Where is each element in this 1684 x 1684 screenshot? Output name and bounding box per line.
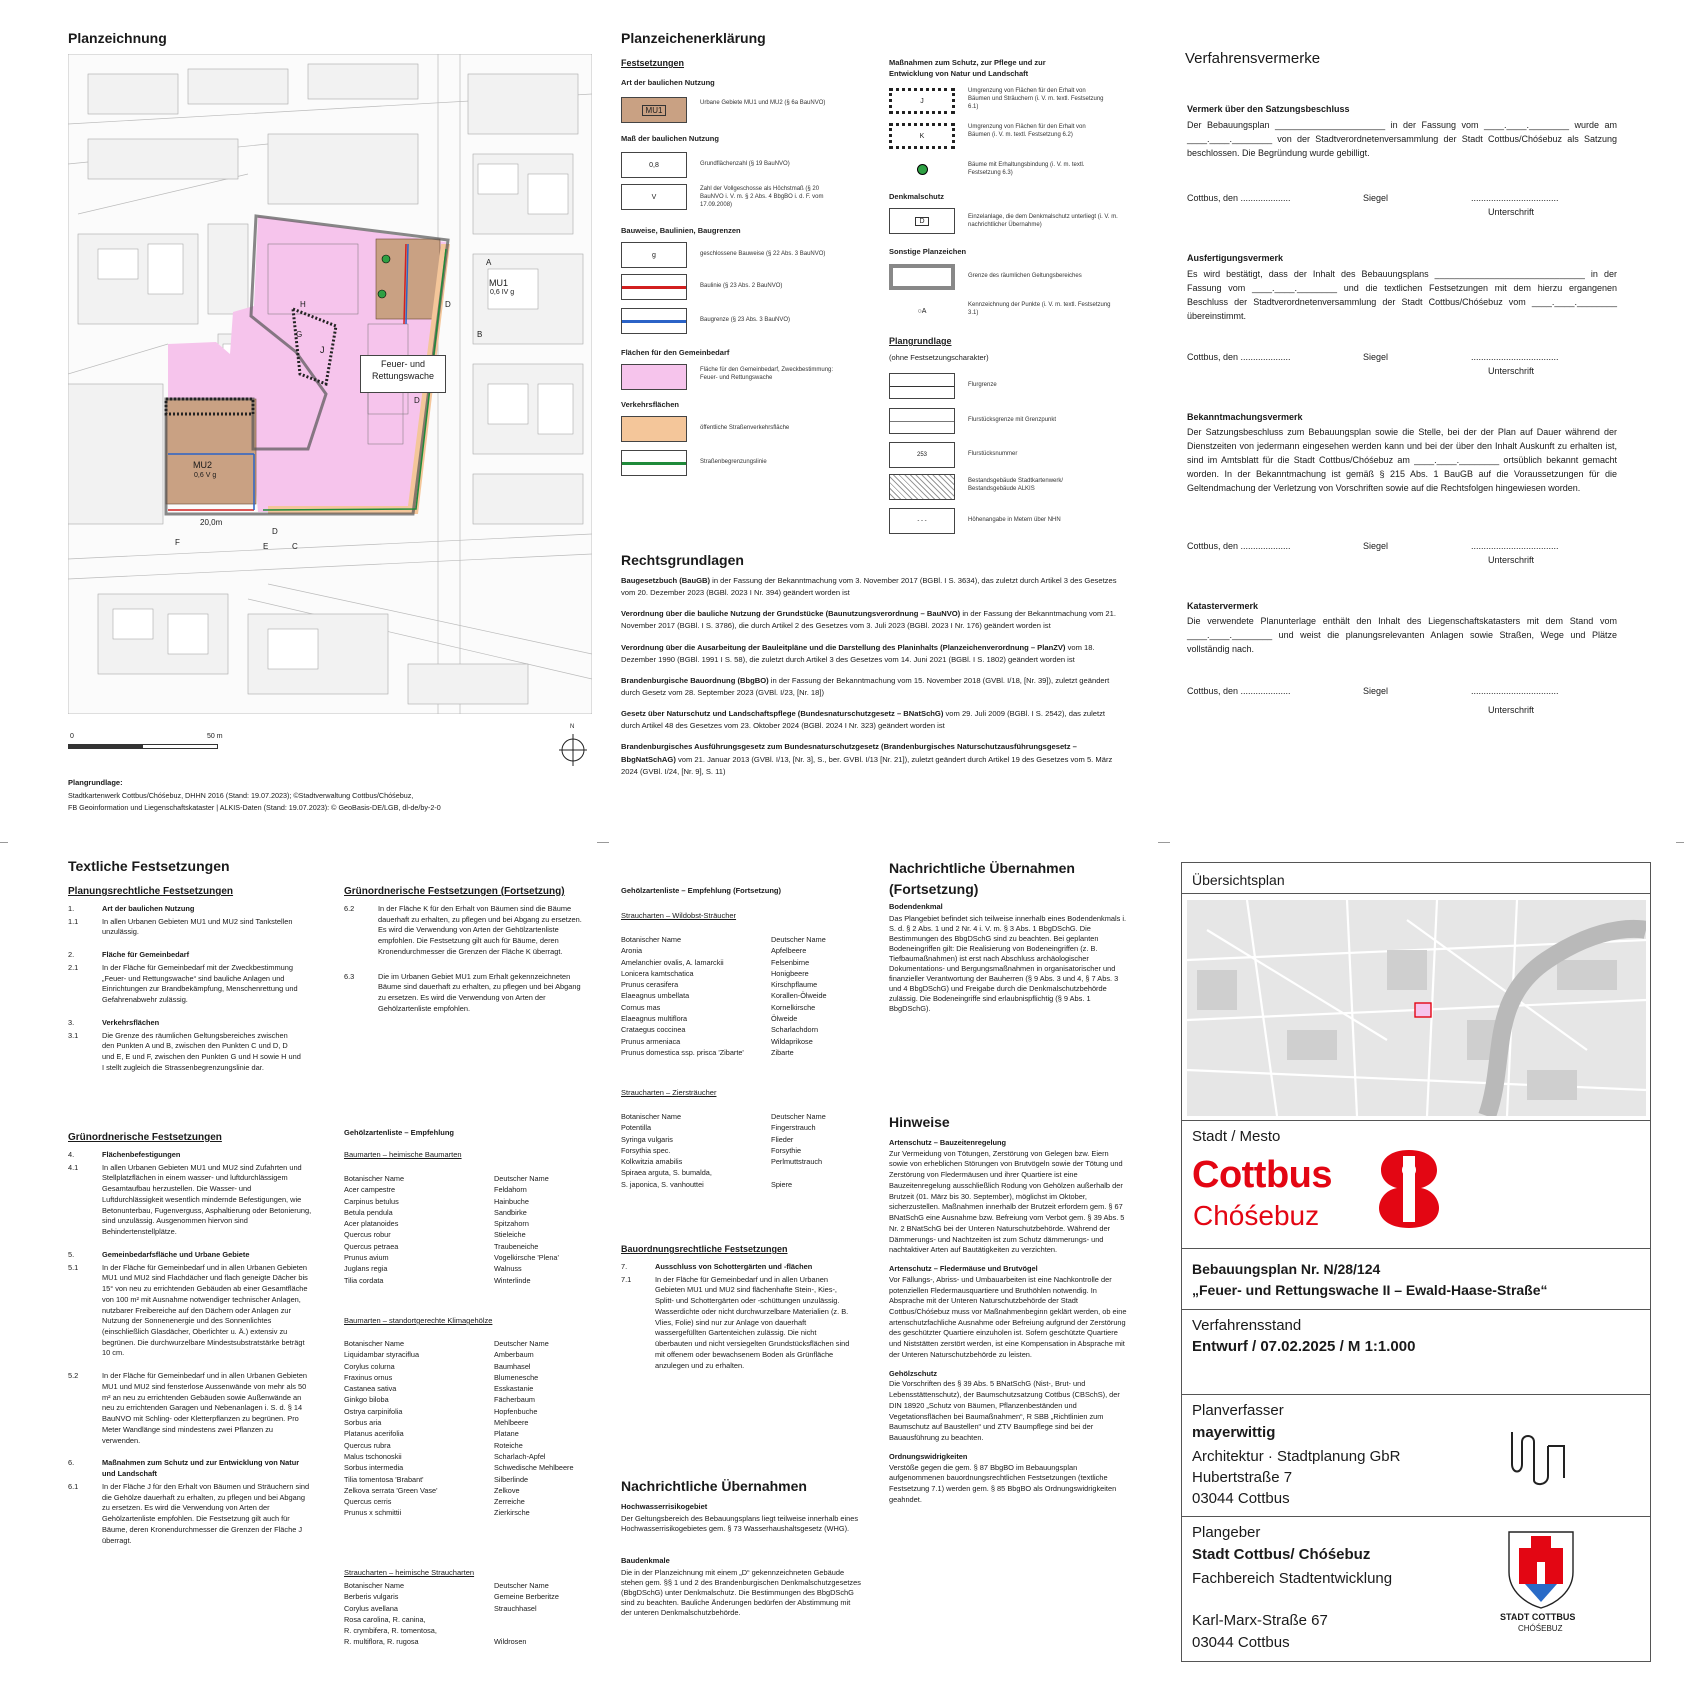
plant-row: Liquidambar styraciflua Amberbaum [344,1350,534,1360]
scale-50: 50 m [207,733,223,740]
legend-punkt-box: ○ A [889,298,955,324]
mu1-vals: 0,6 IV g [490,289,515,296]
plant-row: Acer platanoides Spitzahorn [344,1219,529,1229]
plant-row: Spiraea arguta, S. bumalda, [621,1168,712,1178]
legend-gemeinbedarf-text: Fläche für den Gemeinbedarf, Zweckbestimmung: Feuer- und Rettungswache [700,367,834,381]
legend-flurstueck-text: Flurstücksgrenze mit Grenzpunkt [968,417,1057,423]
point-f: F [175,538,180,547]
geber-addr-1: Karl-Marx-Straße 67 [1192,1612,1328,1629]
plant-row: Juglans regia Walnuss [344,1264,522,1274]
plant-row: Lonicera kamtschatica Honigbeere [621,968,809,978]
plant-table-header: Botanischer Name Deutscher Name [344,1581,549,1590]
legend-flurnr-text: Flurstücksnummer [968,451,1018,457]
bd-text: Die in der Planzeichnung mit einem „D“ gekennzeichneten Gebäude stehen gem. §§ 1 und 2 des Brandenburgischen Denkmalschutzgesetzes (BbgDSchG) unter Denkmalschutz. Die Bestimmungen des BbgDSchG sind zu beachten. Bauliche Änderungen bedürfen der Abstimmung mit der unteren Denkmalschutzbehörde. [621,1568,861,1617]
rg-item-4: Brandenburgische Bauordnung (BbgBO) in der Fassung der Bekanntmachung vom 15. November 2018 (GVBl. I/18, [Nr. 39]), zuletzt geändert durch Gesetz vom 28. September 2023 (GVBl. I/23, [Nr. 18]) [621,675,1110,697]
verm-3-siegel: Siegel [1363,541,1389,551]
plant-row: Ginkgo biloba Fächerbaum [344,1395,535,1405]
plant-row: Tilia cordata Winterlinde [344,1275,531,1285]
bauordnung-list: 7. Ausschluss von Schottergärten und -flächen 7.1 In der Fläche für Gemeinbedarf und in allen Urbanen Gebieten MU1 und MU2 sind flächenhafte Stein-, Kies-, Splitt- und Schottergärten oder -schüttungen unzulässig. Wasserdichte oder nicht durchwurzelbare Materialien (z. B. Vlies, Folie) sind nur zur Anlage von dauerhaft wassergefüllten Gartenteichen zulässig. Die nicht überbauten und nicht versiegelten Grundstücksflächen sind mit offenem oder bewachsenem Boden als Grünfläche anzulegen und zu erhalten. [621,1262,850,1370]
legend-flurgrenze-box [889,373,955,399]
verm-2-unterschrift: Unterschrift [1488,366,1535,376]
legend-d-box: D [889,208,955,234]
sonstige-title: Sonstige Planzeichen [889,247,967,256]
plant-row: R. multiflora, R. rugosa Wildrosen [344,1637,527,1647]
stand-value: Entwurf / 07.02.2025 / M 1:1.000 [1192,1338,1416,1355]
geber-line: Fachbereich Stadtentwicklung [1192,1570,1393,1587]
nachrichtlich-title: Nachrichtliche Übernahmen [621,1478,807,1494]
plant-row: Platanus acerifolia Platane [344,1429,519,1439]
plangrundlage-line-1: Stadtkartenwerk Cottbus/Chóśebuz, DHHN 2016 (Stand: 19.07.2023); ©Stadtverwaltung Cottbus/Chóśebuz, [68,791,414,800]
divider [1181,1120,1651,1121]
verm-2-title: Ausfertigungsvermerk [1187,253,1284,263]
plant-row: Castanea sativa Esskastanie [344,1384,534,1394]
plant-row: S. japonica, S. vanhouttei Spiere [621,1179,793,1189]
textliche-title: Textliche Festsetzungen [68,858,230,874]
plant-row: Sorbus aria Mehlbeere [344,1418,529,1428]
verfasser-line-3: 03044 Cottbus [1192,1490,1290,1507]
tree-icon [917,164,928,175]
verm-4-siegel: Siegel [1363,686,1389,696]
legend-v-text: Zahl der Vollgeschosse als Höchstmaß (§ 20 BauNVO i. V. m. § 2 Abs. 4 BbgBO i. d. F. vom 17.09.2008) [700,186,824,208]
gruen2-list: 6.2 In der Fläche K für den Erhalt von Bäumen sind die Bäume dauerhaft zu erhalten, zu pflegen und bei Abgang zu ersetzen. Es wird die Verwendung von Arten der Gehölzartenliste empfohlen. Die Festsetzung gilt auch für Bäume, deren Kronendurchmesser die Grenzen der Fläche K überragt. 6.3 Die im Urbanen Gebiet MU1 zum Erhalt gekennzeichneten Bäume sind dauerhaft zu erhalten, zu pflegen und bei Abgang zu ersetzen. Es wird die Verwendung von Arten der Gehölzartenliste empfohlen. [344,904,582,1013]
planungs-title: Planungsrechtliche Festsetzungen [68,886,234,897]
plant-row: Cornus mas Kornelkirsche [621,1002,816,1012]
legend-mu1-text: Urbane Gebiete MU1 und MU2 (§ 6a BauNVO) [700,100,826,106]
point-h: H [300,300,306,309]
hinweise-title: Hinweise [889,1114,950,1130]
verfasser-line-2: Hubertstraße 7 [1192,1469,1293,1486]
denkmal-d: D [414,396,420,405]
rg-item-3: Verordnung über die Ausarbeitung der Bauleitpläne und die Darstellung des Planinhalts (Planzeichenverordnung – PlanZV) vom 18. Dezember 1990 (BGBl. 1991 I S. 58), die zuletzt durch Artikel 3 des Gesetzes vom 14. Juni 2021 (BGBl. I S. 1802) geändert worden ist [621,642,1095,664]
legend-bestand-text: Bestandsgebäude Stadtkartenwerk/ Bestandsgebäude ALKIS [968,478,1064,492]
plant-row: Betula pendula Sandbirke [344,1207,527,1217]
verm-3-title: Bekanntmachungsvermerk [1187,412,1303,422]
zier-table [621,1111,826,1190]
bod-text: Das Plangebiet befindet sich teilweise innerhalb eines Bodendenkmals i. S. d. § 2 Abs. 1 und 2 Nr. 4 i. V. m. § 3 Abs. 1 BbgDSchG. Die Bestimmungen des BbgDSchG sind zu beachten. Bei geplanten Bodeneingriffen gilt: Die Realisierung von Bodeneingriffen (z. B. Tiefbaumaßnahmen) ist erst nach Abschluss archäologischer Dokumentations- und Bergungsmaßnahmen in organisatorischer und finanzieller Verantwortung der Bauherren (§ 9 Abs. 3 und 4, § 7 Abs. 3 und 4 BbgDSchG) und Freigabe durch die Denkmalschutzbehörde zulässig. Die Bodeneingriffe sind erlaubnispflichtig (§ 9 Abs. 1 BbgDSchG). [889,914,1127,1013]
verfasser-line-1: Architektur · Stadtplanung GbR [1192,1448,1401,1465]
plant-row: Kolkwitzia amabilis Perlmuttstrauch [621,1157,823,1167]
legend-baum-text: Bäume mit Erhaltungsbindung (i. V. m. textl. Festsetzung 6.3) [968,162,1085,176]
plant-row: R. crymbifera, R. tomentosa, [344,1626,437,1636]
fold-mark [0,842,8,843]
uebersicht-title: Übersichtsplan [1192,872,1285,888]
verm-1-line: ................................... [1471,193,1559,203]
verm-2-ort: Cottbus, den .................... [1187,352,1291,362]
wild-title: Straucharten – Wildobst-Sträucher [621,911,737,920]
legend-gemeinbedarf-box [621,364,687,390]
verm-1-siegel: Siegel [1363,193,1389,203]
legend-d-text: Einzelanlage, die dem Denkmalschutz unterliegt (i. V. m. nachrichtlicher Übernahme) [968,214,1118,228]
plant-row: Corylus colurna Baumhasel [344,1361,531,1371]
coat-of-arms-icon [1505,1528,1577,1610]
verm-3-ort: Cottbus, den .................... [1187,541,1291,551]
nachrichtlich-fort-title: Nachrichtliche Übernahmen (Fortsetzung) [889,860,1075,897]
area-j: J [320,345,325,355]
legend-flurnr-box: 253 [889,442,955,468]
plangrundlage-legend-sub: (ohne Festsetzungscharakter) [889,353,989,362]
legend-g-box: g [621,242,687,268]
plant-row: Zelkova serrata 'Green Vase' Zelkove [344,1485,520,1495]
rechtsgrundlagen-title: Rechtsgrundlagen [621,552,744,568]
legend-grz-text: Grundflächenzahl (§ 19 BauNVO) [700,161,790,167]
plant-row: Quercus robur Stieleiche [344,1230,526,1240]
legend-mu1-box: MU1 [621,97,687,123]
legend-hoehe-text: Höhenangabe in Metern über NHN [968,517,1061,523]
legend-strassenbegr-box [621,450,687,476]
gehoelz-title: Gehölzartenliste – Empfehlung [344,1128,455,1137]
mayerwittig-logo-icon [1508,1424,1568,1488]
legend-baulinie-box [621,274,687,300]
planzeichen-title: Planzeichenerklärung [621,30,766,46]
plant-table-header: Botanischer Name Deutscher Name [621,935,826,944]
legend-hoehe-box: - - - [889,508,955,534]
verm-4-line: ................................... [1471,686,1559,696]
verm-2-text: Es wird bestätigt, dass der Inhalt des Bebauungsplans ______________________________ in der Fassung vom ____.____.________ und die textlichen Festsetzungen mit dem hierzu ergangenen Beschluss der Stadtverordnetenversammlung der Stadt Cottbus/Chóśebuz vom ____.____.________ übereinstimmt. [1187,269,1617,321]
fold-mark [1676,842,1684,843]
geber-addr-2: 03044 Cottbus [1192,1634,1290,1651]
legend-j-text: Umgrenzung von Flächen für den Erhalt von Bäumen und Sträuchern (i. V. m. textl. Festsetzung 6.1) [968,88,1104,110]
klima-title: Baumarten – standortgerechte Klimagehölze [344,1316,493,1325]
plant-row: Prunus domestica ssp. prisca 'Zibarte' Zibarte [621,1047,794,1057]
gehoelz-fort-title: Gehölzartenliste – Empfehlung (Fortsetzung) [621,886,782,895]
denkmal-title: Denkmalschutz [889,192,945,201]
hw-title: Hochwasserrisikogebiet [621,1502,708,1511]
plant-row: Tilia tomentosa 'Brabant' Silberlinde [344,1474,529,1484]
wild-table [621,934,827,1058]
plant-row: Fraxinus ornus Blumenesche [344,1372,539,1382]
massnahmen-title: Maßnahmen zum Schutz, zur Pflege und zur Entwicklung von Natur und Landschaft [889,58,1046,78]
strauch-table [344,1580,559,1648]
legend-baugrenze-box [621,308,687,334]
legend-g-text: geschlossene Bauweise (§ 22 Abs. 3 BauNVO) [700,251,826,257]
plant-row: Acer campestre Feldahorn [344,1185,527,1195]
verfahren-title: Verfahrensvermerke [1185,50,1321,67]
art-title: Art der baulichen Nutzung [621,78,715,87]
legend-flurgrenze-text: Flurgrenze [968,382,997,388]
mu2-vals: 0,6 V g [194,472,217,479]
legend-baugrenze-text: Baugrenze (§ 23 Abs. 3 BauNVO) [700,317,791,323]
plant-row: Prunus x schmittii Zierkirsche [344,1508,530,1518]
plant-row: Quercus rubra Roteiche [344,1440,523,1450]
legend-grz-box: 0,8 [621,152,687,178]
plant-row: Berberis vulgaris Gemeine Berberitze [344,1592,559,1602]
scale-0: 0 [70,733,74,740]
legend-punkt-text: Kennzeichnung der Punkte (i. V. m. textl. Festsetzung 3.1) [968,302,1111,316]
stadt-label: Stadt / Mesto [1192,1128,1281,1145]
plant-row: Prunus armeniaca Wildaprikose [621,1036,813,1046]
denkmal-d2: D [445,300,451,309]
verm-3-unterschrift: Unterschrift [1488,555,1535,565]
gruen-title: Grünordnerische Festsetzungen [68,1132,222,1143]
divider [1181,1248,1651,1249]
baum-title: Baumarten – heimische Baumarten [344,1150,462,1159]
point-d: D [272,527,278,536]
verm-1-ort: Cottbus, den .................... [1187,193,1291,203]
verfasser-label: Planverfasser [1192,1402,1284,1419]
hinweise-list: Artenschutz – Bauzeitenregelung Zur Vermeidung von Tötungen, Zerstörung von Gelegen bzw. Eiern sowie von erheblichen Störungen von Brutvögeln sowie der Tötung und Zerstörung von Fledermäusen und ihrer Quartiere ist eine Bauzeitenregelung ausschließlich Rodung von Gehölzen außerhalb der Brutzeit (01. März bis 30. September), möglichst im Oktober, sicherzustellen. Maßnahmen innerhalb der Brutzeit erfordern gem. § 67 BNatSchG eine Ausnahme bzw. Befreiung vom Verbot gem. § 39 Abs. 5 Nr. 2 BNatSchG bei der Unteren Naturschutzbehörde. Während der Dämmerungs- und Nachtzeiten ist zum Schutz dämmerungs- und nachtaktiver Arten auf Bautätigkeiten zu verzichten. Artenschutz – Fledermäuse und Brutvögel Vor Fällungs-, Abriss- und Umbauarbeiten ist eine Nachkontrolle der potenziellen Fledermausquartiere und Bruthöhlen notwendig. In Absprache mit der Unteren Naturschutzbehörde der Stadt Cottbus/Chóśebuz muss vor Maßnahmenbeginn geklärt werden, ob eine artenschutzfachliche Ausnahme oder Befreiung aufgrund der Zerstörung des geschützter Quartiere einzuholen ist. Sofern geschützte Quartiere und Niststätten zerstört werden, ist eine Kompensation in Absprache mit der Unteren Naturschutzbehörde zu leisten. Gehölzschutz Die Vorschriften des § 39 Abs. 5 BNatSchG (Nist-, Brut- und Lebensstättenschutz), der Baumschutzsatzung Cottbus (CBSchS), der DIN 18920 „Schutz von Bäumen, Pflanzenbeständen und Vegetationsflächen bei Baumaßnahmen“, R SBB „Richtlinien zum Baumschutz auf Baustellen“ und ZTV Baumpflege sind bei der Bauausführung zu beachten. Ordnungswidrigkeiten Verstöße gegen die gem. § 87 BbgBO im Bebauungsplan aufgenommenen bauordnungsrechtlichen Festsetzungen (textliche Festsetzung 7.1) werden gem. § 85 BbgBO als Ordnungswidrigkeiten geahndet. [889,1138,1127,1504]
legend-k-box: K [889,123,955,149]
north-label: N [570,724,575,730]
verm-1-text: Der Bebauungsplan ______________________ in der Fassung vom ____.____.________ wurde am ____.____.________ von der Stadtverordnetenversammlung der Stadt Cottbus/Chóśebuz als Satzung beschlossen. Die Begründung wurde gebilligt. [1187,120,1617,158]
plant-row: Ostrya carpinifolia Hopfenbuche [344,1406,538,1416]
plangrundlage-title: Plangrundlage: [68,778,123,787]
plant-table-header: Botanischer Name Deutscher Name [344,1174,549,1183]
plangrundlage-legend-title: Plangrundlage [889,336,952,346]
divider [1181,1516,1651,1517]
plangrundlage-line-2: FB Geoinformation und Liegenschaftskataster | ALKIS-Daten (Stand: 19.07.2023): © GeoBasis-DE/LGB, dl-de/by-2-0 [68,803,441,812]
planzeichnung-title: Planzeichnung [68,30,167,46]
plant-row: Amelanchier ovalis, A. lamarckii Felsenbirne [621,957,810,967]
verkehr-title: Verkehrsflächen [621,400,679,409]
festsetzungen-title: Festsetzungen [621,58,685,68]
bplan-number: Bebauungsplan Nr. N/28/124 [1192,1261,1381,1277]
plant-row: Crataegus coccinea Scharlachdorn [621,1025,819,1035]
divider [1181,893,1651,894]
plant-row: Rosa carolina, R. canina, [344,1614,426,1624]
rg-item-5: Gesetz über Naturschutz und Landschaftspflege (Bundesnaturschutzgesetz – BNatSchG) vom 29. Juli 2009 (BGBl. I S. 2542), das zuletzt durch Artikel 48 des Gesetzes vom 23. Oktober 2024 (BGBl. 2024 I Nr. 323) geändert worden ist [621,709,1106,731]
verm-3-line: ................................... [1471,541,1559,551]
verm-4-unterschrift: Unterschrift [1488,705,1535,715]
gemeinbedarf-title: Flächen für den Gemeinbedarf [621,348,730,357]
plant-row: Malus tschonoskii Scharlach-Apfel [344,1451,546,1461]
geber-label: Plangeber [1192,1524,1261,1541]
mu2-label: MU2 [193,460,213,470]
verm-2-line: ................................... [1471,352,1559,362]
site-plan-map[interactable] [68,54,592,714]
north-arrow-icon [558,728,588,768]
verm-2-siegel: Siegel [1363,352,1389,362]
stand-label: Verfahrensstand [1192,1317,1302,1334]
rg-item-2: Verordnung über die bauliche Nutzung der Grundstücke (Baunutzungsverordnung – BauNVO) in der Fassung der Bekanntmachung vom 21. November 2017 (BGBl. I S. 3786), die durch Artikel 2 des Gesetzes vom 3. Juli 2023 (BGBl. 2023 I Nr. 176) geändert worden ist [621,609,1116,631]
divider [1181,1309,1651,1310]
plant-row: Corylus avellana Strauchhasel [344,1603,537,1613]
fold-mark [597,842,609,843]
chosebuz-wordmark: Chóśebuz [1193,1200,1320,1231]
point-g: G [296,330,303,339]
feuer-label: Feuer- und Rettungswache [360,355,446,393]
legend-v-box: V [621,184,687,210]
cottbus-logo-icon [1373,1146,1445,1230]
bauordnung-title: Bauordnungsrechtliche Festsetzungen [621,1244,788,1254]
legend-verkehr-box [621,416,687,442]
plant-table-header: Botanischer Name Deutscher Name [344,1339,549,1348]
gruen2-title: Grünordnerische Festsetzungen (Fortsetzung) [344,886,565,897]
divider [1181,1394,1651,1395]
baum-table [344,1173,559,1286]
verfasser-name: mayerwittig [1192,1424,1276,1441]
legend-bestand-box [889,474,955,500]
legend-baulinie-text: Baulinie (§ 23 Abs. 2 BauNVO) [700,283,783,289]
legend-strassenbegr-text: Straßenbegrenzungslinie [700,459,767,465]
planungs-list: 1. Art der baulichen Nutzung 1.1 In allen Urbanen Gebieten MU1 und MU2 sind Tankstellen unzulässig. 2. Fläche für Gemeinbedarf 2.1 In der Fläche für Gemeinbedarf mit der Zweckbestimmung „Feuer- und Rettungswache“ sind bauliche Anlagen und Einrichtungen zur Brandbekämpfung, Menschenrettung und Gefahrenabwehr zulässig. 3. Verkehrsflächen 3.1 Die Grenze des räumlichen Geltungsbereiches zwischen den Punkten A und B, zwischen den Punkten C und D, D und E, E und F, zwischen den Punkten G und H sowie H und I stellt zugleich die Strassenbegrenzungslinie dar. [68,904,301,1072]
legend-geltung-box [889,264,955,290]
klima-table [344,1338,574,1519]
zier-title: Straucharten – Ziersträucher [621,1088,717,1097]
overview-map[interactable] [1187,900,1646,1116]
scale-bar [68,744,218,749]
plant-row: Sorbus intermedia Schwedische Mehlbeere [344,1463,574,1473]
plant-row: Potentilla Fingerstrauch [621,1123,816,1133]
mass-title: Maß der baulichen Nutzung [621,134,719,143]
geber-name: Stadt Cottbus/ Chóśebuz [1192,1546,1371,1563]
fold-mark [1158,842,1170,843]
verm-1-unterschrift: Unterschrift [1488,207,1535,217]
plant-row: Prunus cerasifera Kirschpflaume [621,980,818,990]
point-c: C [292,542,298,551]
rg-item-6: Brandenburgisches Ausführungsgesetz zum Bundesnaturschutzgesetz (Brandenburgisches Naturschutzausführungsgesetz – BbgNatSchAG) vom 21. Januar 2013 (GVBl. I/13, [Nr. 3], S., ber. GVBl. I/13 [Nr. 21]), zuletzt geändert durch Artikel 19 des Gesetzes vom 5. März 2024 (GVBl. I/24, [Nr. 9], S. 11) [621,742,1113,776]
plant-row: Elaeagnus umbellata Korallen-Ölweide [621,991,827,1001]
plant-row: Quercus petraea Traubeneiche [344,1241,539,1251]
legend-j-box: J [889,88,955,114]
plant-row: Aronia Apfelbeere [621,946,807,956]
mu1-label: MU1 [489,278,509,288]
legend-k-text: Umgrenzung von Flächen für den Erhalt von Bäumen (i. V. m. textl. Festsetzung 6.2) [968,124,1086,138]
legend-geltung-text: Grenze des räumlichen Geltungsbereiches [968,273,1082,279]
point-b: B [477,330,483,339]
verm-4-ort: Cottbus, den .................... [1187,686,1291,696]
rechtsgrundlagen-list [621,575,1118,778]
plant-row: Carpinus betulus Hainbuche [344,1196,529,1206]
verm-1-title: Vermerk über den Satzungsbeschluss [1187,104,1350,114]
gruen-list: 4. Flächenbefestigungen 4.1 In allen Urbanen Gebieten MU1 und MU2 sind Zufahrten und Stellplatzflächen in einem wasser- und luftdurchlässigem Gesamtaufbau herzustellen. Die Wasser- und Luftdurchlässigkeit wesentlich mindernde Befestigungen, wie Betonunterbau, Fugenverguss, Asphaltierung oder Betonierung, sind unzulässig. Ausgenommen hiervon sind Behindertenstellplätze. 5. Gemeinbedarfsfläche und Urbane Gebiete 5.1 In der Fläche für Gemeinbedarf und in allen Urbanen Gebieten MU1 und MU2 sind Flachdächer und flach geneigte Dächer bis 15° von neu zu errichtenden Gebäuden ab einer Gesamtfläche von 100 m² mit Ausnahme notwendiger technischer Anlagen, nutzbarer Freibereiche auf den Dächern oder Anlagen zur Nutzung der Sonnenenergie und des Sonnenlichtes (einschließlich Glasdächer, Oberlichter u. Ä.) extensiv zu begrünen. Die durchwurzelbare Mindestsubstratstärke beträgt 10 cm. 5.2 In der Fläche für Gemeinbedarf und in allen Urbanen Gebieten MU1 und MU2 sind fensterlose Aussenwände von mehr als 50 m² an neu zu errichtenden Gebäuden sowie Außenwände an neu zu errichtenden Garagen und Nebenanlagen i. S. d. § 14 BauNVO mit Schling- oder Kletterpflanzen zu begrünen. Pro Meter Wandlänge sind mindestens zwei Pflanzen zu verwenden. 6. Maßnahmen zum Schutz und zur Entwicklung von Natur und Landschaft 6.1 In der Fläche J für den Erhalt von Bäumen und Sträuchern sind die Gehölze dauerhaft zu erhalten, zu pflegen und bei Abgang zu ersetzen. Es wird die Verwendung von Arten der Gehölzartenliste empfohlen. Die Festsetzung gilt auch für Bäume, deren Kronendurchmesser die Grenzen der Fläche J überragt. [68,1150,312,1545]
point-e: E [263,542,269,551]
plant-row: Forsythia spec. Forsythie [621,1145,802,1155]
bplan-name: „Feuer- und Rettungswache II – Ewald-Haase-Straße“ [1192,1282,1548,1298]
legend-verkehr-text: öffentliche Straßenverkehrsfläche [700,425,790,431]
wappen-text-2: CHÓŚEBUZ [1518,1624,1563,1633]
plant-row: Quercus cerris Zerreiche [344,1497,525,1507]
hw-text: Der Geltungsbereich des Bebauungsplans liegt teilweise innerhalb eines Hochwasserrisikogebietes gem. § 73 Wasserhaushaltsgesetz (WHG). [621,1514,859,1533]
cottbus-wordmark: Cottbus [1192,1154,1333,1196]
plant-row: Syringa vulgaris Flieder [621,1134,794,1144]
verm-3-text: Der Satzungsbeschluss zum Bebauungsplan sowie die Stelle, bei der der Plan auf Dauer während der Dienstzeiten von jedermann eingesehen werden kann und bei der über den Inhalt Auskunft zu erhalten ist, sind im Amtsblatt für die Stadt Cottbus/Chóśebuz am ____.____.________ ortsüblich bekannt gemacht worden. In der Bekanntmachung ist gemäß § 215 Abs. 1 BauGB auf die Voraussetzungen für die Geltendmachung der Verletzung von Vorschriften sowie auf die Rechtsfolgen hingewiesen worden. [1187,427,1617,493]
bd-title: Baudenkmale [621,1556,670,1565]
wappen-text-1: STADT COTTBUS [1500,1612,1576,1622]
dim-20: 20,0m [200,518,223,527]
bod-title: Bodendenkmal [889,902,943,911]
plant-table-header: Botanischer Name Deutscher Name [621,1112,826,1121]
rg-item-1: Baugesetzbuch (BauGB) in der Fassung der Bekanntmachung vom 3. November 2017 (BGBl. I S. 3634), das zuletzt durch Artikel 3 des Gesetzes vom 20. Dezember 2023 (BGBl. 2023 I Nr. 394) geändert worden ist [621,576,1117,598]
verm-4-text: Die verwendete Planunterlage enthält den Inhalt des Liegenschaftskatasters mit dem Stand vom ____.____.________ und weist die planungsrelevanten Anlagen sowie Straßen, Wege und Plätze vollständig nach. [1187,616,1617,654]
verm-4-title: Katastervermerk [1187,601,1259,611]
strauch-title: Straucharten – heimische Straucharten [344,1568,475,1577]
plant-row: Elaeagnus multiflora Ölweide [621,1014,798,1024]
point-a: A [486,258,492,267]
plant-row: Prunus avium Vogelkirsche 'Plena' [344,1253,559,1263]
legend-flurstueck-box [889,408,955,434]
bauweise-title: Bauweise, Baulinien, Baugrenzen [621,226,741,235]
